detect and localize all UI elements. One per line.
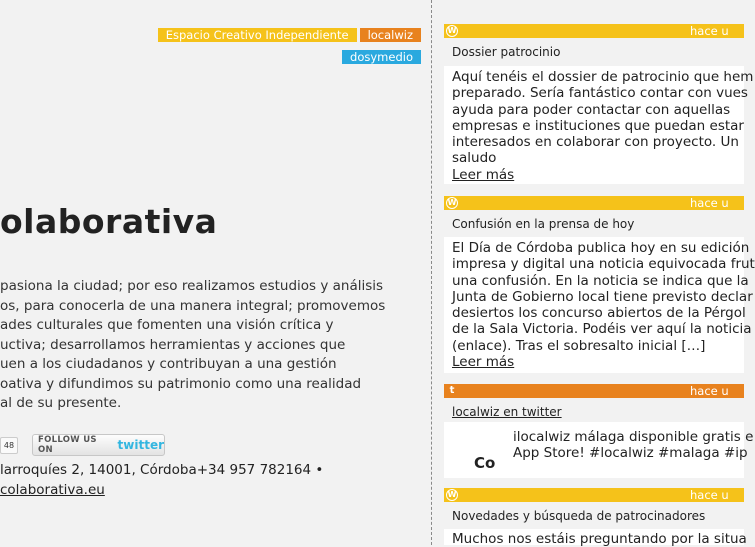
description-line: os, para conocerla de una manera integral; promovemos <box>0 297 386 314</box>
description-line: ades culturales que fomenten una visión crítica y <box>0 317 334 333</box>
description-line: pasiona la ciudad; por eso realizamos estudios y análisis <box>0 278 384 294</box>
feed-text-line: desiertos los concurso abiertos de la Pérgol <box>452 305 746 322</box>
feed-item-header <box>444 488 744 502</box>
feed-item-time: hace u <box>690 488 729 502</box>
feed-item-time: hace u <box>690 196 729 210</box>
feed-text-line: saludo <box>452 150 497 167</box>
description-line: al de su presente. <box>0 395 122 411</box>
tweet-line: ilocalwiz málaga disponible gratis e <box>513 429 754 445</box>
wordpress-icon: W <box>447 198 457 207</box>
feed-item-header <box>444 24 744 38</box>
tweet-text <box>513 429 753 461</box>
tweet-line: App Store! #localwiz #malaga #ip <box>513 445 748 461</box>
column-divider <box>431 0 432 545</box>
feed-item-time: hace u <box>690 24 729 38</box>
tag-espacio-creativo[interactable]: Espacio Creativo Independiente <box>158 28 357 42</box>
feed-text-line: Junta de Gobierno local tiene previsto declar <box>452 288 753 305</box>
feed-text-line: empresas e instituciones que puedan estar <box>452 117 744 134</box>
feed-text-line: (enlace). Tras el sobresalto inicial […] <box>452 337 706 354</box>
feed-item-body <box>444 237 755 373</box>
read-more-link[interactable]: Leer más <box>452 166 515 183</box>
address-line: larroquíes 2, 14001, Córdoba+34 957 782164 • <box>0 462 324 478</box>
header-tags <box>155 24 421 68</box>
wordpress-icon: W <box>447 490 457 499</box>
twitter-logo-icon: twitter <box>117 438 164 452</box>
tag-localwiz[interactable]: localwiz <box>360 28 421 42</box>
feed-text-line: interesados en colaborar con proyecto. Un <box>452 134 739 151</box>
feed-text-line: Aquí tenéis el dossier de patrocinio que hem <box>452 69 754 85</box>
feed-item-body <box>444 66 754 184</box>
feed-text-line: preparado. Sería fantástico contar con vues <box>452 85 748 102</box>
share-count-badge[interactable]: 48 <box>0 437 18 454</box>
twitter-feed-link[interactable]: localwiz en twitter <box>452 405 562 419</box>
share-row <box>0 434 165 456</box>
feed-item-body <box>444 529 747 547</box>
feed-item-title[interactable]: Confusión en la prensa de hoy <box>452 217 635 231</box>
avatar: Co <box>474 454 496 472</box>
feed-item-header <box>444 384 744 398</box>
activity-feed <box>444 0 755 547</box>
description-line: oativa y difundimos su patrimonio como una realidad <box>0 375 362 392</box>
feed-text-line: una confusión. En la noticia se indica que la <box>452 272 749 289</box>
description-line: uen a los ciudadanos y contribuyan a una gestión <box>0 356 337 372</box>
feed-item-title[interactable]: Novedades y búsqueda de patrocinadores <box>452 509 706 523</box>
website-link[interactable]: colaborativa.eu <box>0 482 105 498</box>
description <box>0 277 400 414</box>
contact-info <box>0 460 323 500</box>
feed-item-title[interactable]: Dossier patrocinio <box>452 45 561 59</box>
page-title: olaborativa <box>0 202 218 241</box>
feed-item-header <box>444 196 744 210</box>
tag-dosymedio[interactable]: dosymedio <box>342 50 421 64</box>
twitter-follow-label: FOLLOW US ON <box>38 435 97 455</box>
feed-item-time: hace u <box>690 384 729 398</box>
description-line: uctiva; desarrollamos herramientas y acciones que <box>0 336 346 353</box>
read-more-link[interactable]: Leer más <box>452 354 515 371</box>
feed-text-line: Muchos nos estáis preguntando por la situa <box>452 531 747 547</box>
feed-text-line: de la Sala Victoria. Podéis ver aquí la noticia <box>452 321 752 338</box>
wordpress-icon: W <box>447 26 457 35</box>
twitter-icon: t <box>449 385 455 396</box>
twitter-follow-button[interactable] <box>32 434 165 456</box>
feed-text-line: impresa y digital una noticia equivocada frut <box>452 256 755 273</box>
feed-text-line: El Día de Córdoba publica hoy en su edición <box>452 240 750 256</box>
feed-text-line: ayuda para poder contactar con aquellas <box>452 101 731 118</box>
